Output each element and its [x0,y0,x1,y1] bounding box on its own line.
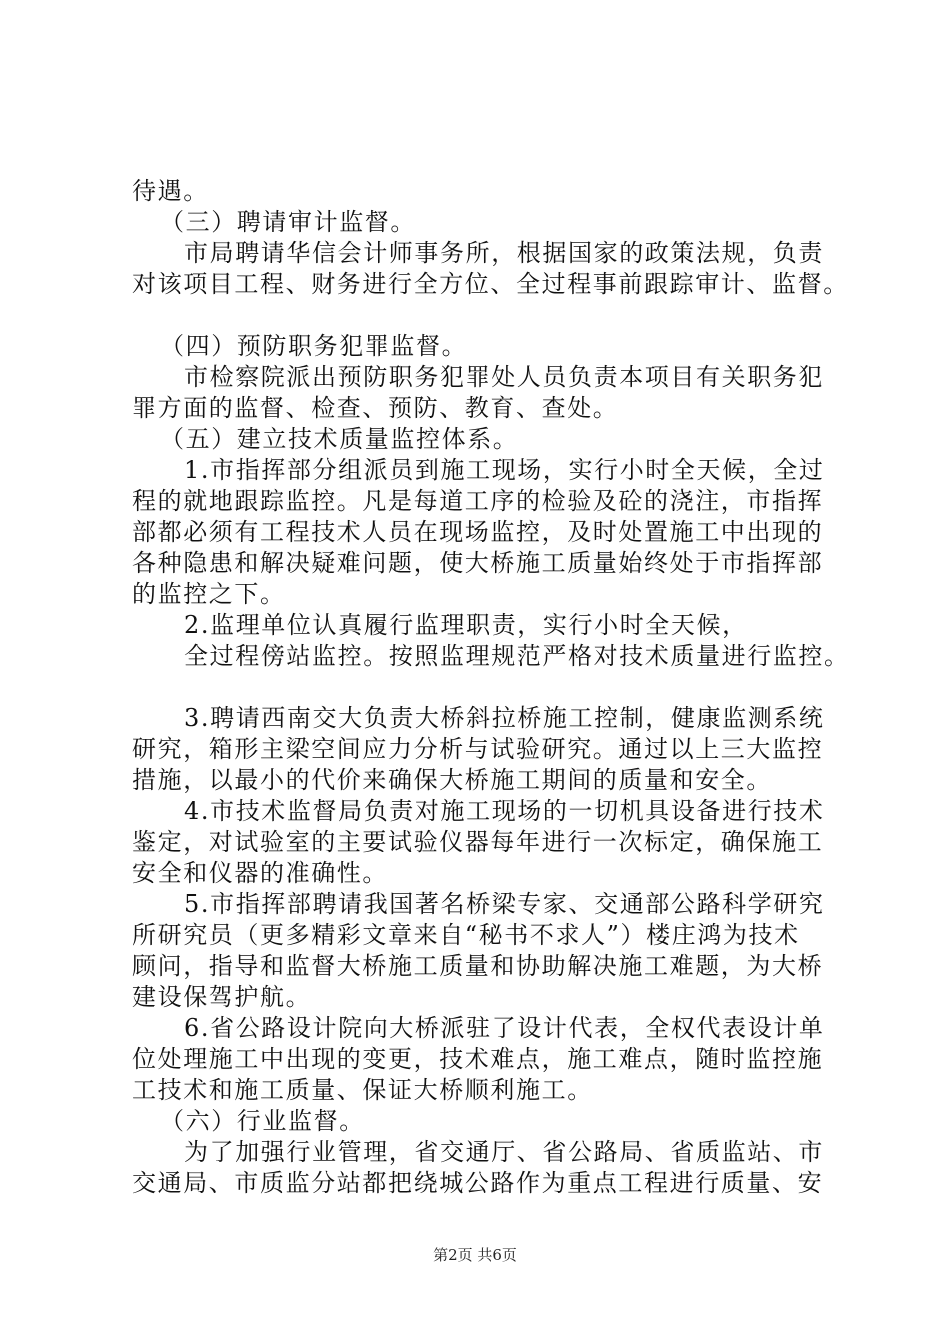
text-line: 全过程傍站监控。按照监理规范严格对技术质量进行监控。 [184,642,850,670]
text-line: 对该项目工程、财务进行全方位、全过程事前跟踪审计、监督。 [132,270,849,298]
text-line: 为了加强行业管理，省交通厅、省公路局、省质监站、市 [184,1138,824,1166]
section-heading: （五）建立技术质量监控体系。 [160,425,519,453]
text-line: 罪方面的监督、检查、预防、教育、查处。 [132,394,619,422]
section-heading: （六）行业监督。 [160,1107,365,1135]
text-line: 部都必须有工程技术人员在现场监控，及时处置施工中出现的 [132,518,824,546]
text-line: 4.市技术监督局负责对施工现场的一切机具设备进行技术 [184,797,825,825]
text-line: 5.市指挥部聘请我国著名桥梁专家、交通部公路科学研究 [184,890,825,918]
text-line: 顾问，指导和监督大桥施工质量和协助解决施工难题，为大桥 [132,952,824,980]
section-heading: （四）预防职务犯罪监督。 [160,332,468,360]
text-line: 2.监理单位认真履行监理职责，实行小时全天候， [184,611,748,639]
text-line: 6.省公路设计院向大桥派驻了设计代表，全权代表设计单 [184,1014,825,1042]
page-footer: 第2页 共6页 [433,1246,517,1264]
text-line: 鉴定，对试验室的主要试验仪器每年进行一次标定，确保施工 [132,828,824,856]
text-line: 市检察院派出预防职务犯罪处人员负责本项目有关职务犯 [184,363,824,391]
text-line: 建设保驾护航。 [132,983,312,1011]
section-heading: （三）聘请审计监督。 [160,208,416,236]
text-line: 交通局、市质监分站都把绕城公路作为重点工程进行质量、安 [132,1169,824,1197]
text-line: 的监控之下。 [132,580,286,608]
text-line: 1.市指挥部分组派员到施工现场，实行小时全天候，全过 [184,456,825,484]
text-line: 所研究员（更多精彩文章来自“秘书不求人”）楼庄鸿为技术 [132,921,800,949]
text-line: 3.聘请西南交大负责大桥斜拉桥施工控制，健康监测系统 [184,704,825,732]
text-line: 研究，箱形主梁空间应力分析与试验研究。通过以上三大监控 [132,735,824,763]
text-line: 措施，以最小的代价来确保大桥施工期间的质量和安全。 [132,766,772,794]
text-line: 程的就地跟踪监控。凡是每道工序的检验及砼的浇注，市指挥 [132,487,824,515]
text-line: 待遇。 [132,177,209,205]
text-line: 工技术和施工质量、保证大桥顺利施工。 [132,1076,593,1104]
text-line: 位处理施工中出现的变更，技术难点，施工难点，随时监控施 [132,1045,824,1073]
text-line: 各种隐患和解决疑难问题，使大桥施工质量始终处于市指挥部 [132,549,824,577]
text-line: 市局聘请华信会计师事务所，根据国家的政策法规，负责 [184,239,824,267]
text-line: 安全和仪器的准确性。 [132,859,388,887]
